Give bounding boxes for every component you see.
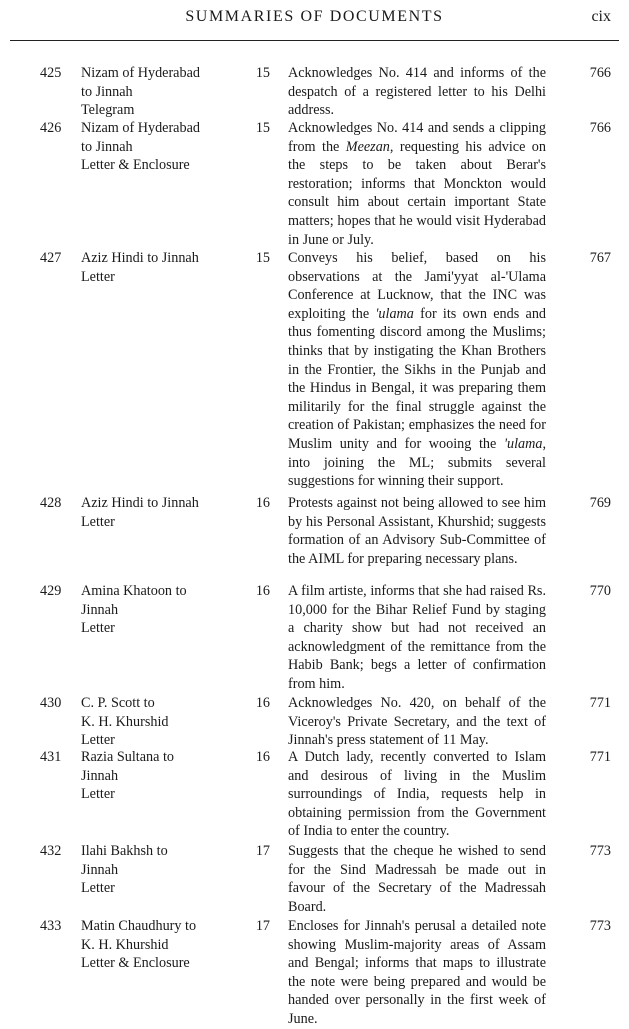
entry-page: 773 [589, 918, 611, 934]
correspondent-line: K. H. Khurshid [81, 713, 169, 730]
entry-summary: Suggests that the cheque he wished to send for the Sind Madressah be made out in favour of the Secretary of the Madressah Board. [288, 843, 546, 915]
entry-summary: A film artiste, informs that she had raised Rs. 10,000 for the Bihar Relief Fund by staging a charity show but had not received an acknowledgment of the remittance from the Habib Bank; begs a letter of confirmation from him. [288, 583, 546, 692]
entry-date: 15 [255, 250, 270, 266]
correspondent-line: Nizam of Hyderabad [81, 120, 200, 136]
entry-date: 15 [255, 120, 270, 136]
correspondent-line: Aziz Hindi to Jinnah [81, 495, 199, 511]
correspondent-line: Amina Khatoon to [81, 583, 187, 599]
entry-date: 16 [255, 583, 270, 599]
entry-page: 771 [589, 695, 611, 711]
entry-number: 429 [40, 583, 62, 599]
document-entry [0, 119, 629, 249]
page-header [0, 0, 629, 44]
entry-number: 426 [40, 120, 62, 136]
correspondent-line: Letter [81, 513, 115, 530]
entry-summary [288, 119, 546, 249]
correspondent-line: C. P. Scott to [81, 695, 155, 711]
correspondent-line: Razia Sultana to [81, 749, 174, 765]
summary-italic: Meezan [345, 138, 390, 155]
summary-text: Acknowledges No. 414 and sends a clipping from the [288, 120, 546, 155]
entry-correspondent [81, 748, 251, 804]
entry-number: 430 [40, 695, 62, 711]
entry-correspondent [81, 842, 251, 898]
entry-number: 428 [40, 495, 62, 511]
correspondent-line: Letter [81, 620, 115, 637]
correspondent-line: Letter [81, 880, 115, 897]
correspondent-line: Letter [81, 732, 115, 749]
entry-number: 427 [40, 250, 62, 266]
entry-summary: A Dutch lady, recently converted to Islam and desirous of living in the Muslim surroundings of India, requests help in obtaining permission from the Government of India to enter the country. [288, 749, 546, 840]
entry-date: 16 [255, 749, 270, 765]
entry-page: 773 [589, 843, 611, 859]
page-title: SUMMARIES OF DOCUMENTS [185, 8, 444, 25]
summary-text: , into joining the ML; submits several suggestions for winning their support. [288, 435, 546, 490]
entry-summary: Acknowledges No. 414 and informs of the despatch of a registered letter to his Delhi address. [288, 65, 546, 119]
document-entry [0, 842, 629, 917]
document-entry [0, 582, 629, 694]
document-entry [0, 917, 629, 1027]
entry-number: 425 [40, 65, 62, 81]
summary-text: , requesting his advice on the steps to be taken about Berar's restoration; informs that Monckton would consult him about certain important State matters; hopes that he would visit Hyderabad in June or July. [288, 138, 546, 248]
correspondent-line: Matin Chaudhury to [81, 918, 197, 934]
entry-correspondent [81, 694, 251, 750]
entry-page: 770 [589, 583, 611, 599]
entry-page: 771 [589, 749, 611, 765]
document-entry [0, 694, 629, 748]
entry-summary: Acknowledges No. 420, on behalf of the Viceroy's Private Secretary, and the text of Jinnah's press statement of 11 May. [288, 695, 546, 749]
correspondent-line: to Jinnah [81, 138, 133, 155]
summary-text: Conveys his belief, based on his observations at the Jami'yyat al-'Ulama Conference at Lucknow, that the INC was exploiting the [288, 250, 546, 322]
header-rule [10, 40, 619, 41]
entry-page: 766 [589, 120, 611, 136]
correspondent-line: Jinnah [81, 767, 119, 784]
entry-number: 433 [40, 918, 62, 934]
entry-page: 767 [589, 250, 611, 266]
summary-text: for its own ends and thus fomenting discord among the Muslims; thinks that by instigating the Khan Brothers in the Frontier, the Sikhs in the Punjab and the Hindus in Bengal, it was preparing them militarily for the final struggle against the creation of Pakistan; emphasizes the need for Muslim unity and for wooing the [288, 305, 547, 452]
entry-correspondent [81, 64, 251, 120]
entry-correspondent [81, 494, 251, 531]
entry-number: 431 [40, 749, 62, 765]
entry-page: 766 [589, 65, 611, 81]
correspondent-line: Letter & Enclosure [81, 157, 190, 174]
summary-italic: 'ulama [375, 305, 414, 322]
correspondent-line: Aziz Hindi to Jinnah [81, 250, 199, 266]
entry-date: 17 [255, 918, 270, 934]
entry-date: 16 [255, 695, 270, 711]
correspondent-line: Letter [81, 786, 115, 803]
document-list [0, 64, 629, 1027]
correspondent-line: Nizam of Hyderabad [81, 65, 200, 81]
correspondent-line: Letter & Enclosure [81, 955, 190, 972]
entry-summary: Protests against not being allowed to see him by his Personal Assistant, Khurshid; suggests formation of an Advisory Sub-Committee of the AIML for preparing necessary plans. [288, 495, 546, 567]
document-entry [0, 748, 629, 842]
correspondent-line: Jinnah [81, 601, 119, 618]
document-entry [0, 494, 629, 582]
entry-correspondent [81, 917, 251, 973]
correspondent-line: to Jinnah [81, 83, 133, 100]
entry-correspondent [81, 119, 251, 175]
entry-summary: Encloses for Jinnah's perusal a detailed note showing Muslim-majority areas of Assam and Bengal; informs that maps to illustrate the note were being prepared and would be handed over personally in the first week of June. [288, 918, 546, 1027]
entry-summary [288, 249, 546, 491]
entry-correspondent [81, 249, 251, 286]
document-entry [0, 64, 629, 119]
entry-date: 17 [255, 843, 270, 859]
entry-date: 16 [255, 495, 270, 511]
entry-correspondent [81, 582, 251, 638]
entry-date: 15 [255, 65, 270, 81]
page-number: cix [591, 8, 611, 25]
correspondent-line: Telegram [81, 102, 135, 119]
summary-italic: 'ulama [503, 435, 543, 452]
correspondent-line: Jinnah [81, 861, 119, 878]
entry-page: 769 [589, 495, 611, 511]
entry-number: 432 [40, 843, 62, 859]
correspondent-line: Letter [81, 268, 115, 285]
document-entry [0, 249, 629, 494]
correspondent-line: K. H. Khurshid [81, 936, 169, 953]
correspondent-line: Ilahi Bakhsh to [81, 843, 168, 859]
